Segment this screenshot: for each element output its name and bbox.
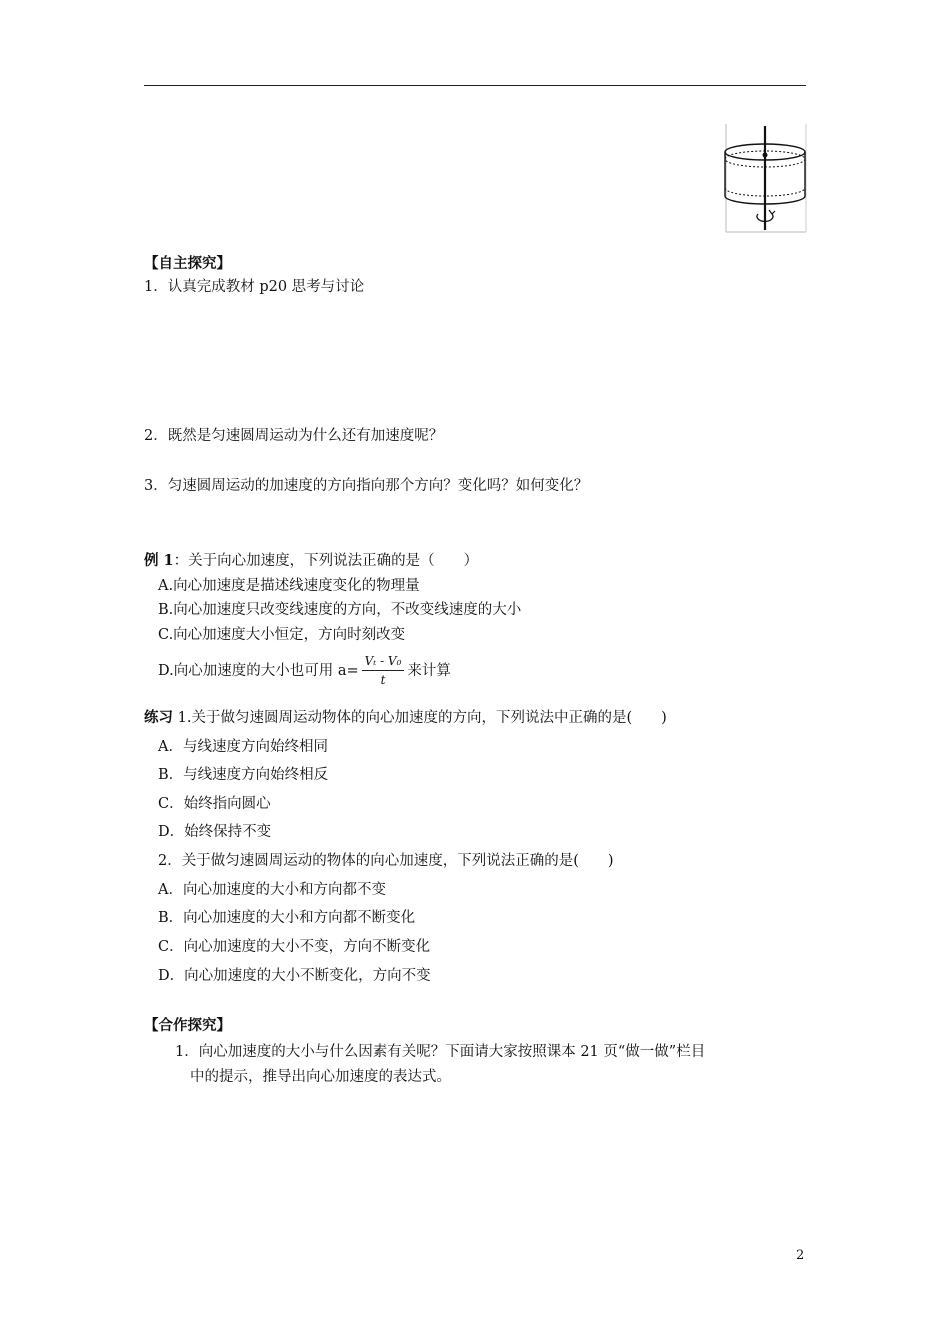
cooperative-item-line2: 中的提示，推导出向心加速度的表达式。 <box>190 1069 451 1085</box>
option-d-prefix: D.向心加速度的大小也可用 a= <box>158 663 359 679</box>
example1-option-a: A.向心加速度是描述线速度变化的物理量 <box>158 578 420 594</box>
practice-q2-option-b: B．向心加速度的大小和方向都不断变化 <box>158 910 416 926</box>
example1-label: 例 1 <box>144 552 174 569</box>
page-number: 2 <box>796 1248 805 1263</box>
cooperative-item-line1: 1．向心加速度的大小与什么因素有关呢？下面请大家按照课本 21 页“做一做”栏目 <box>175 1044 706 1060</box>
practice-q2-option-d: D．向心加速度的大小不断变化，方向不变 <box>158 968 431 984</box>
self-study-item-3: 3．匀速圆周运动的加速度的方向指向那个方向？变化吗？如何变化？ <box>144 478 589 494</box>
example1-option-c: C.向心加速度大小恒定，方向时刻改变 <box>158 627 406 643</box>
formula-denominator: t <box>380 673 386 687</box>
option-d-suffix: 来计算 <box>407 663 451 679</box>
practice-q1-option-b: B．与线速度方向始终相反 <box>158 767 329 783</box>
example1-question <box>144 551 478 571</box>
rotating-cylinder-figure <box>722 122 808 234</box>
example1-option-b: B.向心加速度只改变线速度的方向，不改变线速度的大小 <box>158 602 522 618</box>
practice-q2-option-c: C．向心加速度的大小不变，方向不断变化 <box>158 939 431 955</box>
self-study-item-1: 1．认真完成教材 p20 思考与讨论 <box>144 279 365 295</box>
practice-q1-option-a: A．与线速度方向始终相同 <box>158 739 328 755</box>
velocity-formula <box>362 653 405 689</box>
practice-label: 练习 <box>144 709 173 726</box>
self-study-item-2: 2．既然是匀速圆周运动为什么还有加速度呢？ <box>144 428 444 444</box>
practice-q2-option-a: A．向心加速度的大小和方向都不变 <box>158 882 386 898</box>
formula-numerator: Vₜ - V₀ <box>362 653 405 671</box>
example1-question-text: ：关于向心加速度，下列说法正确的是（ ） <box>173 553 479 569</box>
header-rule <box>144 85 806 86</box>
section-self-study-heading: 【自主探究】 <box>144 255 231 272</box>
practice-q1-option-d: D．始终保持不变 <box>158 824 272 840</box>
practice-q2: 2．关于做匀速圆周运动的物体的向心加速度，下列说法正确的是( ) <box>158 853 614 869</box>
practice-q1 <box>144 708 667 728</box>
practice-q1-text: 1.关于做匀速圆周运动物体的向心加速度的方向，下列说法中正确的是( ) <box>177 710 667 726</box>
example1-option-d <box>158 652 451 690</box>
section-cooperative-heading: 【合作探究】 <box>144 1017 231 1034</box>
practice-q1-option-c: C．始终指向圆心 <box>158 796 271 812</box>
